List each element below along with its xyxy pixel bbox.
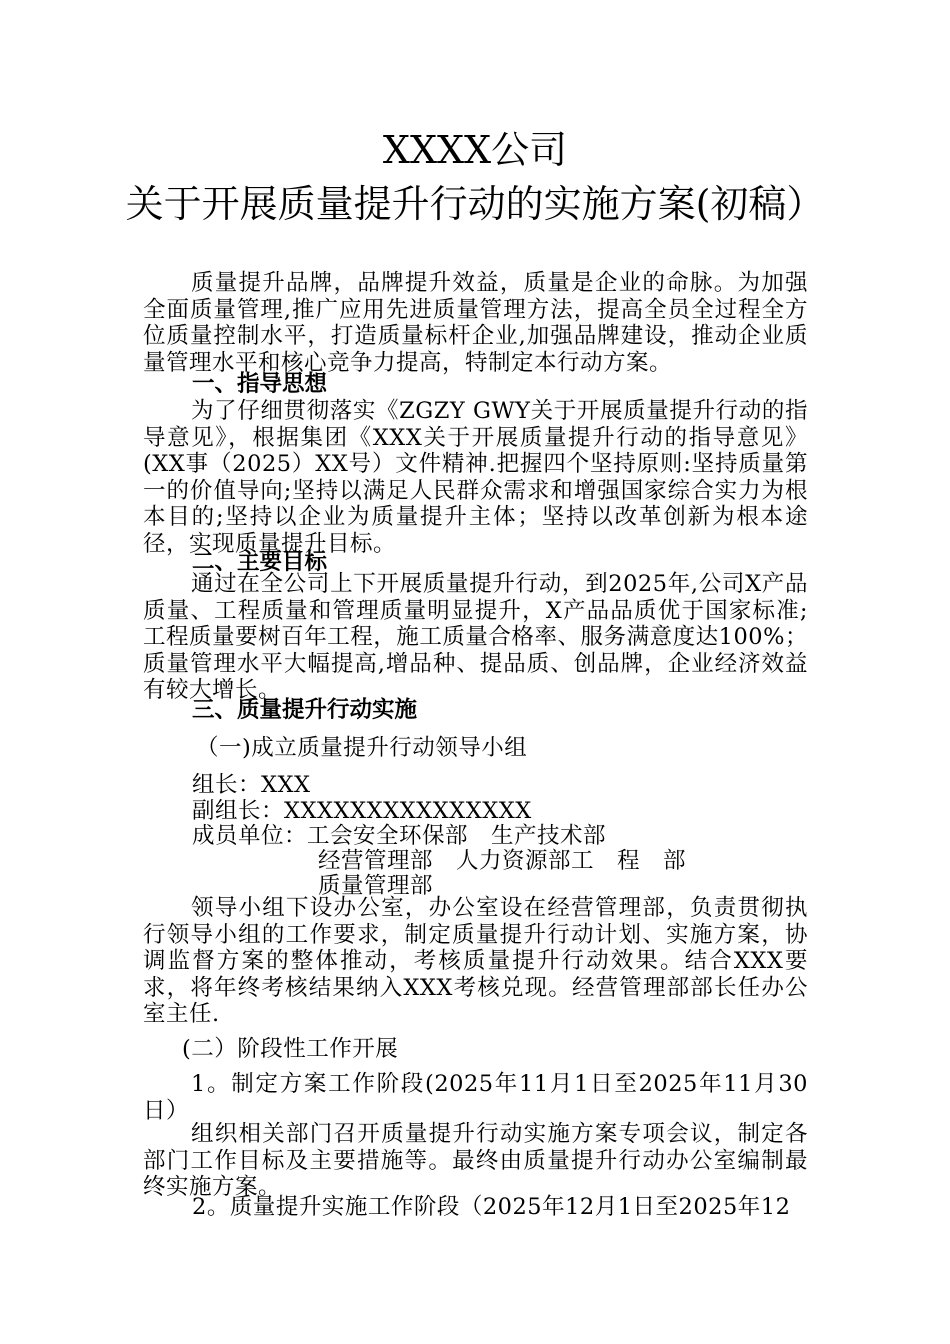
stage-text-planning: 组织相关部门召开质量提升行动实施方案专项会议，制定各部门工作目标及主要措施等。最终由质量提升行动办公室编制最终实施方案。 (143, 1121, 808, 1200)
member-units-line: 成员单位：工会安全环保部 生产技术部 (192, 823, 607, 849)
member-units-line: 质量管理部 (318, 873, 434, 899)
subsection-heading-stages: (二）阶段性工作开展 (182, 1036, 399, 1062)
section-heading-main-goals: 二、主要目标 (192, 549, 328, 575)
section-text-main-goals: 通过在全公司上下开展质量提升行动，到2025年,公司X产品质量、工程质量和管理质量明显提升，X产品品质优于国家标准;工程质量要树百年工程，施工质量合格率、服务满意度达100%；质量管理水平大幅提高,增品种、提品质、创品牌，企业经济效益有较大增长。 (143, 571, 808, 703)
section-heading-implementation: 三、质量提升行动实施 (192, 697, 418, 723)
group-leader: 组长：XXX (192, 772, 311, 798)
office-paragraph: 领导小组下设办公室，办公室设在经营管理部，负责贯彻执行领导小组的工作要求，制定质量提升行动计划、实施方案，协调监督方案的整体推动，考核质量提升行动效果。结合XXX要求，将年终考核结果纳入XXX考核兑现。经营管理部部长任办公室主任. (143, 895, 808, 1027)
document-title-subject: 关于开展质量提升行动的实施方案(初稿） (125, 182, 825, 226)
document-title-company: XXXX公司 (382, 128, 568, 172)
stage-heading-planning: 1。制定方案工作阶段(2025年11月1日至2025年11月30日） (143, 1071, 808, 1124)
group-deputy-leader: 副组长：XXXXXXXXXXXXXXX (192, 798, 532, 824)
stage-heading-implementation: 2。质量提升实施工作阶段（2025年12月1日至2025年12 (192, 1194, 791, 1220)
subsection-heading-leadership-group: （一)成立质量提升行动领导小组 (196, 735, 528, 761)
intro-paragraph: 质量提升品牌，品牌提升效益，质量是企业的命脉。为加强全面质量管理,推广应用先进质量管理方法，提高全员全过程全方位质量控制水平，打造质量标杆企业,加强品牌建设，推动企业质量管理水平和核心竞争力提高，特制定本行动方案。 (143, 270, 808, 376)
section-text-guiding-ideology: 为了仔细贯彻落实《ZGZY GWY关于开展质量提升行动的指导意见》，根据集团《XXX关于开展质量提升行动的指导意见》(XX事（2025）XX号）文件精神.把握四个坚持原则:坚持质量第一的价值导向;坚持以满足人民群众需求和增强国家综合实力为根本目的;坚持以企业为质量提升主体；坚持以改革创新为根本途径，实现质量提升目标。 (143, 398, 808, 557)
member-units-line: 经营管理部 人力资源部工 程 部 (318, 848, 687, 874)
section-heading-guiding-ideology: 一、指导思想 (192, 371, 328, 397)
